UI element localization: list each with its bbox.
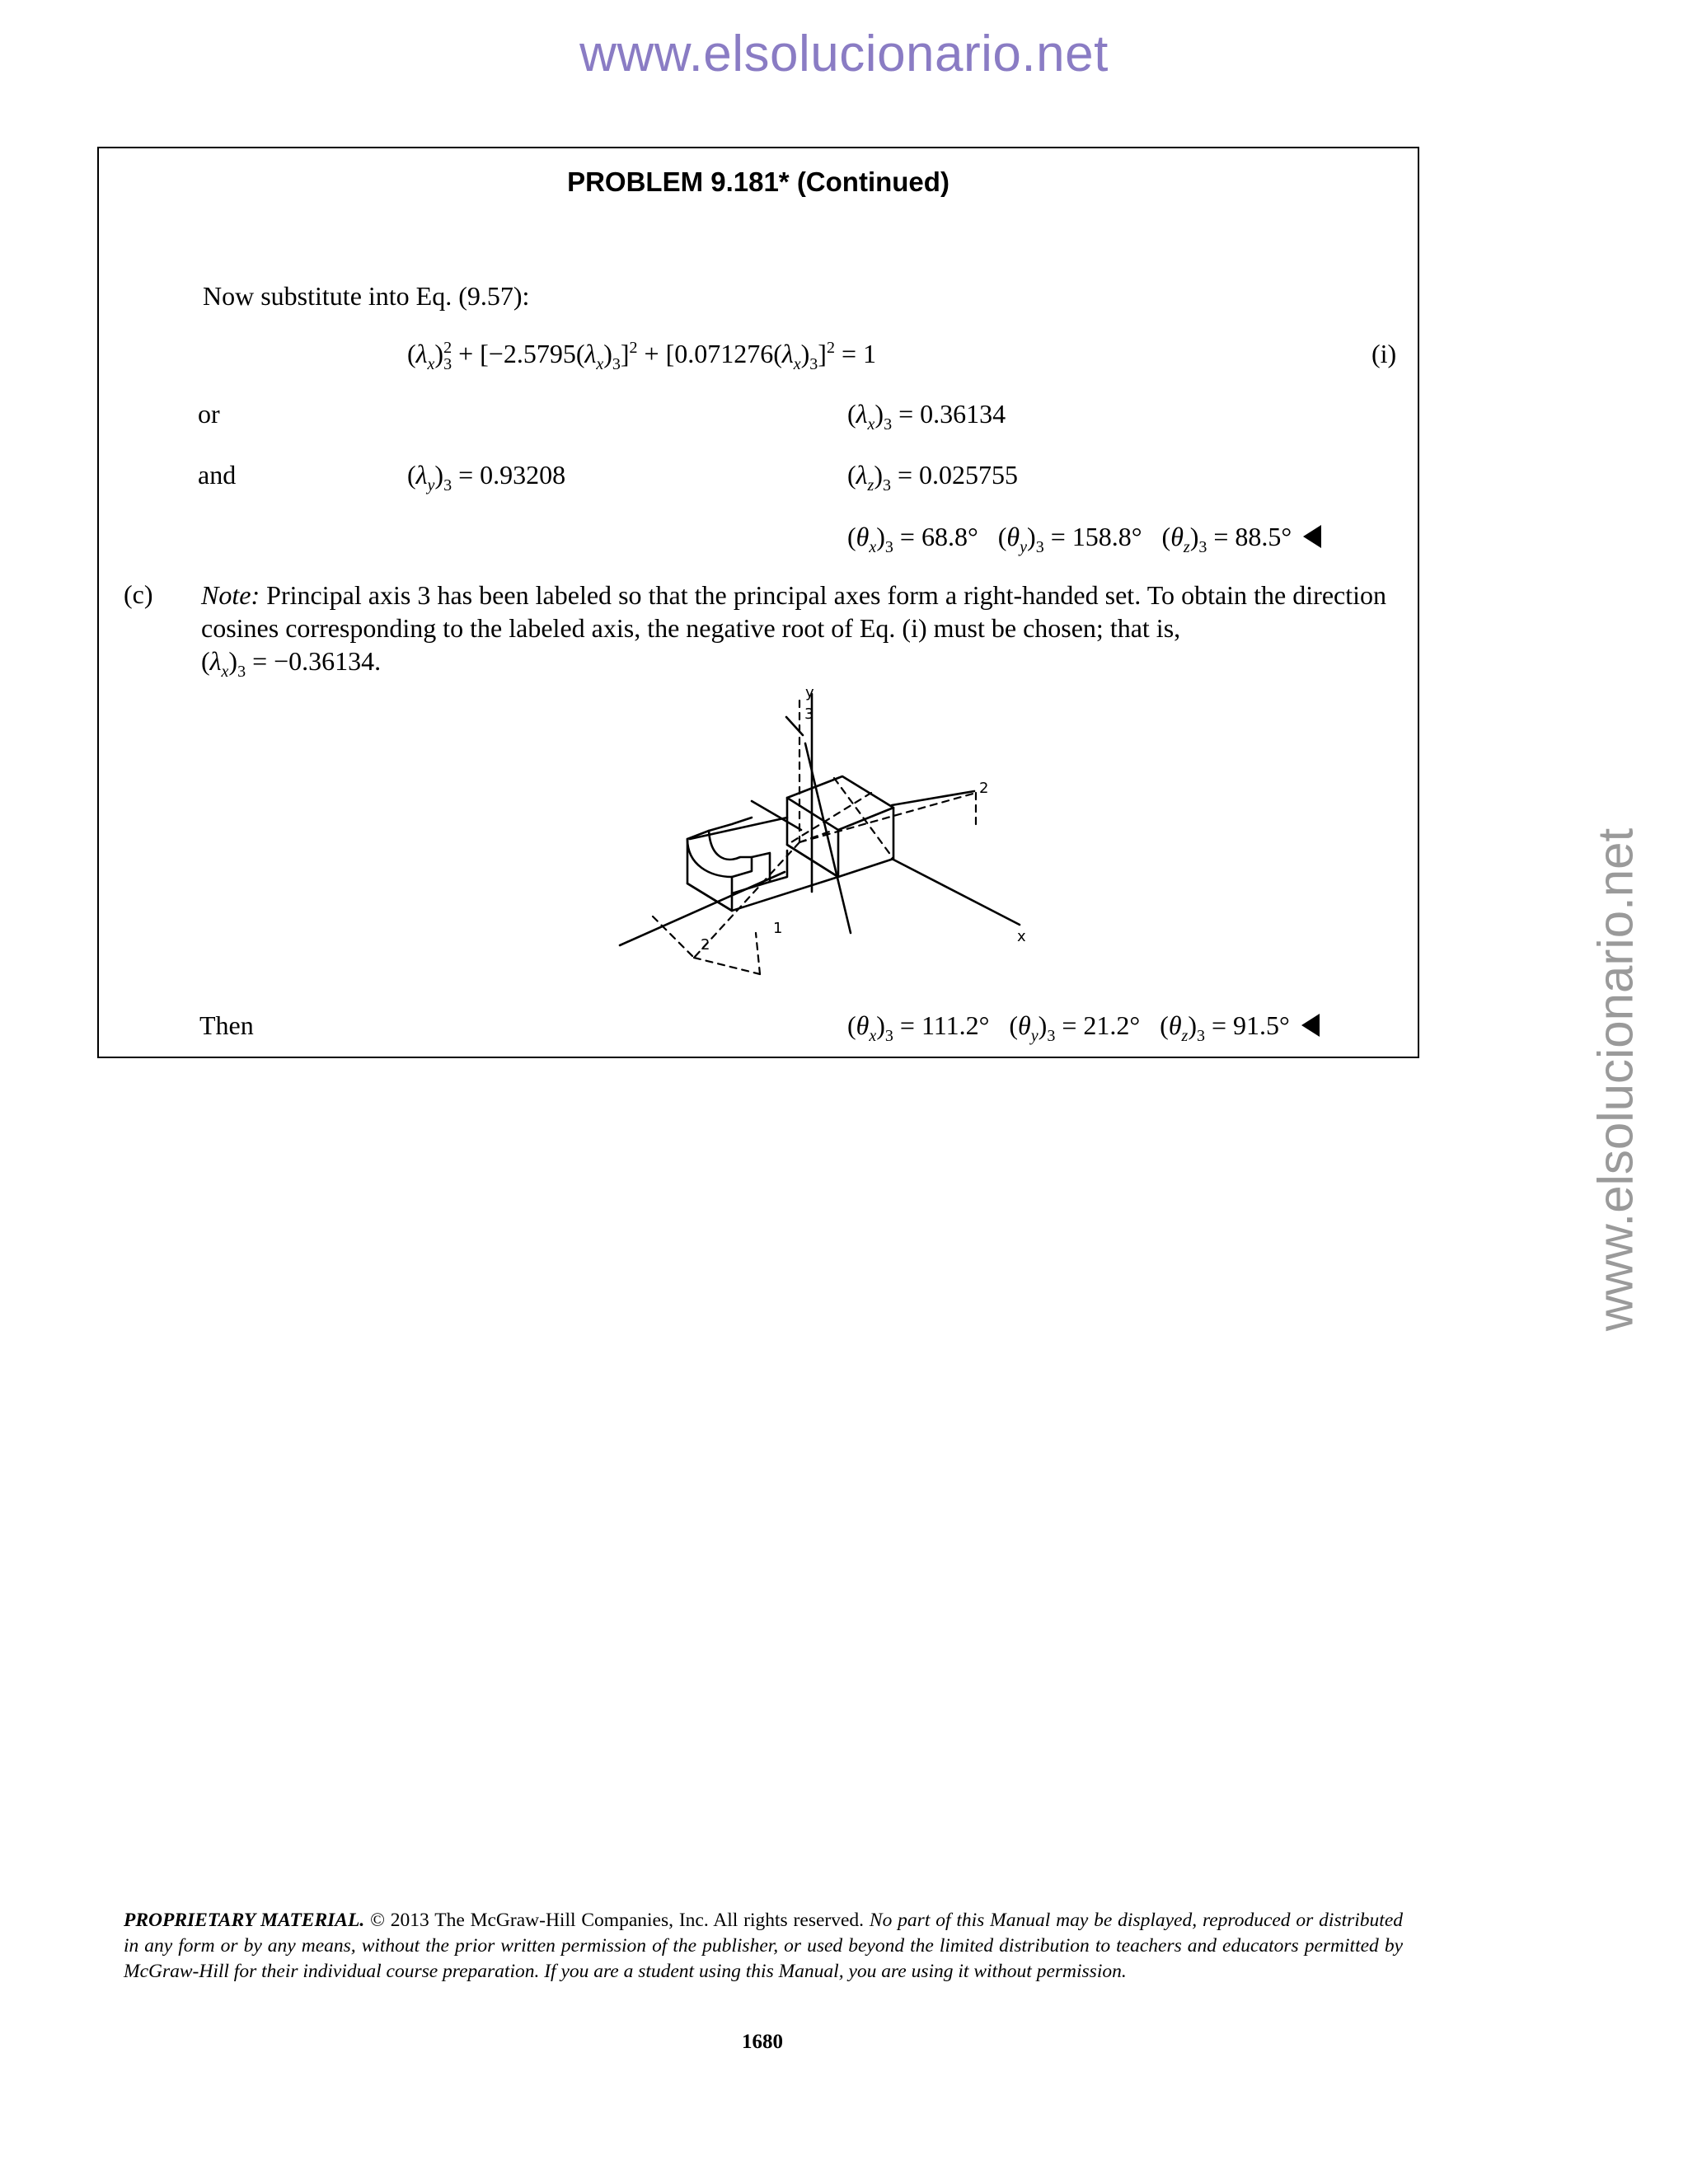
page-number: 1680 <box>742 2031 783 2053</box>
footer-copyright: © 2013 The McGraw-Hill Companies, Inc. All rights reserved. <box>370 1910 865 1931</box>
note-text: Principal axis 3 has been labeled so that the principal axes form a right-handed set. To obtain the direction cosines corresponding to the labeled axis, the negative root of Eq. (i) must be chosen; that is, <box>201 580 1387 643</box>
theta-result-b: $(\theta_x)_3 = 68.8^\circ$ $(\theta_y)_3 = 158.8^\circ$ $(\theta_z)_3 = 88.5^\circ$ <box>847 521 1321 552</box>
note-paragraph <box>201 579 1387 681</box>
theta-x-value: 68.8° <box>921 522 978 551</box>
label-y: y <box>805 686 814 701</box>
problem-box <box>97 147 1419 1058</box>
x-axis <box>892 859 1020 925</box>
equation-label: (i) <box>1372 339 1397 368</box>
z-axis <box>620 872 785 945</box>
note-label: Note: <box>201 580 260 610</box>
theta-y-value: 158.8° <box>1071 522 1142 551</box>
theta-x2-value: 111.2° <box>921 1010 990 1040</box>
theta-result-c: $(\theta_x)_3 = 111.2^\circ$ $(\theta_y)_3 = 21.2^\circ$ $(\theta_z)_3 = 91.5^\circ$ <box>847 1010 1320 1041</box>
lambda-z-value: $(\lambda_z)_3 = 0.025755$ <box>847 460 1019 494</box>
lambda-x-value: $(\lambda_x)_3 = 0.36134$ <box>847 399 1006 434</box>
block-cradle <box>687 831 752 860</box>
label-2-right: 2 <box>979 780 989 797</box>
eq-coef-b: 0.071276 <box>674 339 774 368</box>
label-2-left: 2 <box>701 936 710 954</box>
part-label: (c) <box>124 579 153 609</box>
or-word: or <box>198 399 220 429</box>
principal-axes-figure <box>587 686 1048 982</box>
lambda-y-value: $(\lambda_y)_3 = 0.93208$ <box>407 460 566 494</box>
principal-axis-2 <box>752 801 801 830</box>
lambda-x-number: 0.36134 <box>920 399 1006 429</box>
lambda-y-number: 0.93208 <box>480 460 566 490</box>
footer-prop-label: PROPRIETARY MATERIAL. <box>124 1910 365 1931</box>
label-3: 3 <box>804 705 814 723</box>
theta-y2-value: 21.2° <box>1083 1010 1141 1040</box>
block-upright <box>787 776 893 877</box>
eq-rhs: 1 <box>863 339 876 368</box>
then-word: Then <box>199 1010 254 1040</box>
theta-z2-value: 91.5° <box>1233 1010 1290 1040</box>
watermark-side-text: www.elsolucionario.net <box>1587 827 1643 1332</box>
footer-notice-text: No part of this Manual may be displayed, reproduced or distributed in any form or by any means, without the prior written permission of the publisher, or used beyond the limited distribution to teachers and educators permitted by McGraw-Hill for their individual course preparation. If you are a student using this Manual, you are using it without permission. <box>124 1910 1404 1982</box>
lambda-x-neg-number: −0.36134. <box>274 646 382 676</box>
problem-title: PROBLEM 9.181* (Continued) <box>567 166 950 197</box>
eq-coef-a: −2.5795 <box>488 339 576 368</box>
lambda-z-number: 0.025755 <box>919 460 1019 490</box>
theta-z-value: 88.5° <box>1235 522 1292 551</box>
label-1: 1 <box>773 920 783 937</box>
answer-marker-icon <box>1303 525 1321 548</box>
and-word: and <box>198 460 237 490</box>
label-x: x <box>1017 928 1026 945</box>
intro-text: Now substitute into Eq. (9.57): <box>203 281 530 311</box>
footer-notice <box>124 1908 1403 1985</box>
lambda-x-negative: $(\lambda_x)_3 = -0.36134$. <box>201 646 382 681</box>
watermark-top: www.elsolucionario.net <box>579 26 1109 82</box>
equation-i: $(\lambda_x)^2_3 + [-2.5795(\lambda_x)_3]^2 + [0.071276(\lambda_x)_3]^2 = 1$ <box>407 339 876 373</box>
answer-marker-icon <box>1301 1014 1320 1037</box>
